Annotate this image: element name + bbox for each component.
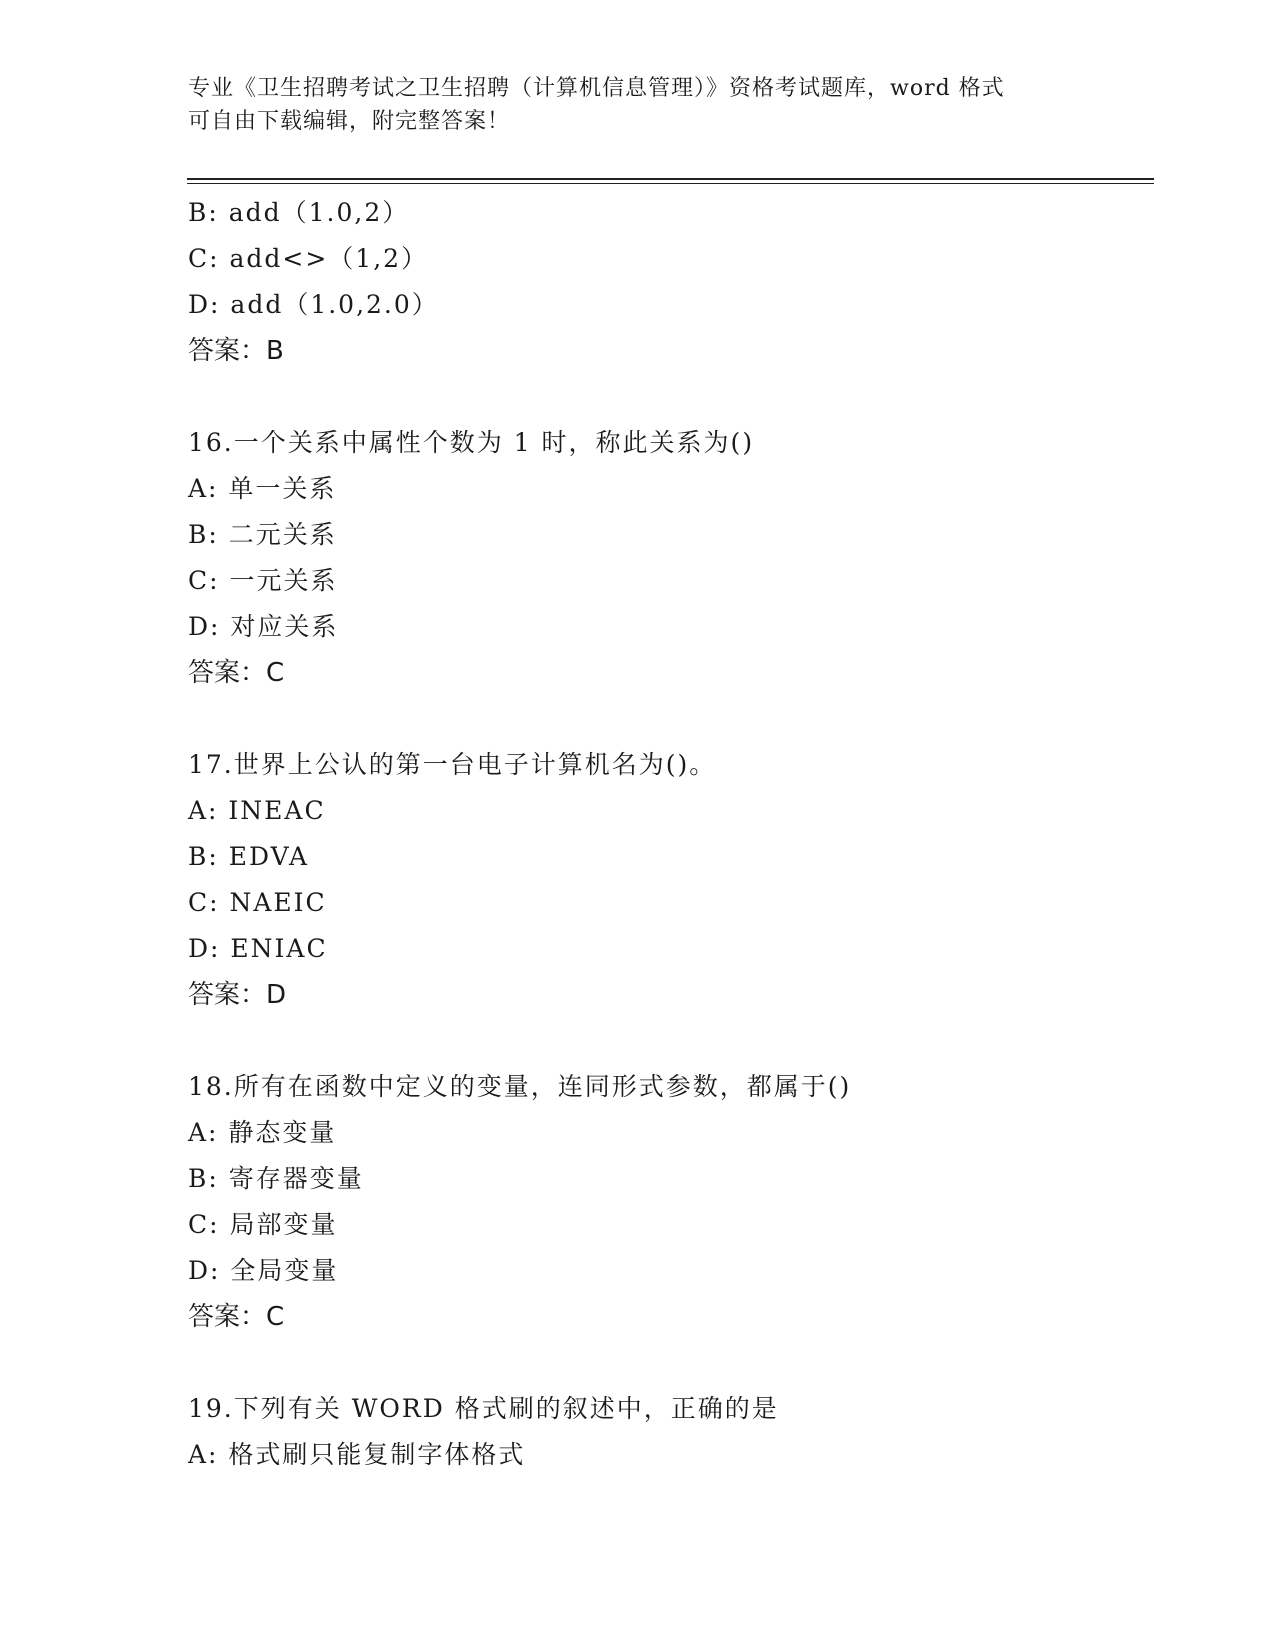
header-divider-thin [187, 183, 1154, 184]
option-b: B: EDVA [188, 842, 310, 871]
option-b: B: 二元关系 [188, 520, 337, 549]
question-text: 17.世界上公认的第一台电子计算机名为()。 [188, 750, 717, 779]
spacer [188, 1018, 1148, 1064]
header-line-1: 专业《卫生招聘考试之卫生招聘（计算机信息管理）》资格考试题库，word 格式 [188, 76, 1005, 101]
question-16 [188, 420, 1148, 696]
header-line-2: 可自由下载编辑，附完整答案！ [188, 109, 511, 134]
question-15-tail [188, 190, 1148, 374]
answer-label: 答案：C [188, 658, 285, 688]
option-a: A: 格式刷只能复制字体格式 [188, 1440, 526, 1469]
option-d: D: 全局变量 [188, 1256, 339, 1285]
option-d: D: 对应关系 [188, 612, 339, 641]
option-c: C: 局部变量 [188, 1210, 338, 1239]
question-text: 19.下列有关 WORD 格式刷的叙述中，正确的是 [188, 1394, 779, 1423]
option-a: A: INEAC [188, 796, 326, 825]
option-b: B: add（1.0,2） [188, 198, 410, 227]
question-list [188, 190, 1148, 1478]
option-a: A: 单一关系 [188, 474, 337, 503]
option-a: A: 静态变量 [188, 1118, 337, 1147]
spacer [188, 374, 1148, 420]
option-c: C: NAEIC [188, 888, 327, 917]
question-19 [188, 1386, 1148, 1478]
option-d: D: ENIAC [188, 934, 328, 963]
spacer [188, 1340, 1148, 1386]
spacer [188, 696, 1148, 742]
document-header [188, 72, 1088, 138]
option-c: C: add<>（1,2） [188, 244, 429, 273]
header-divider-thick [187, 178, 1154, 180]
question-18 [188, 1064, 1148, 1340]
answer-label: 答案：D [188, 980, 287, 1010]
question-17 [188, 742, 1148, 1018]
option-c: C: 一元关系 [188, 566, 338, 595]
question-text: 18.所有在函数中定义的变量，连同形式参数，都属于() [188, 1072, 852, 1101]
answer-label: 答案：C [188, 1302, 285, 1332]
answer-label: 答案：B [188, 336, 284, 366]
option-b: B: 寄存器变量 [188, 1164, 364, 1193]
question-text: 16.一个关系中属性个数为 1 时，称此关系为() [188, 428, 755, 457]
option-d: D: add（1.0,2.0） [188, 290, 439, 319]
